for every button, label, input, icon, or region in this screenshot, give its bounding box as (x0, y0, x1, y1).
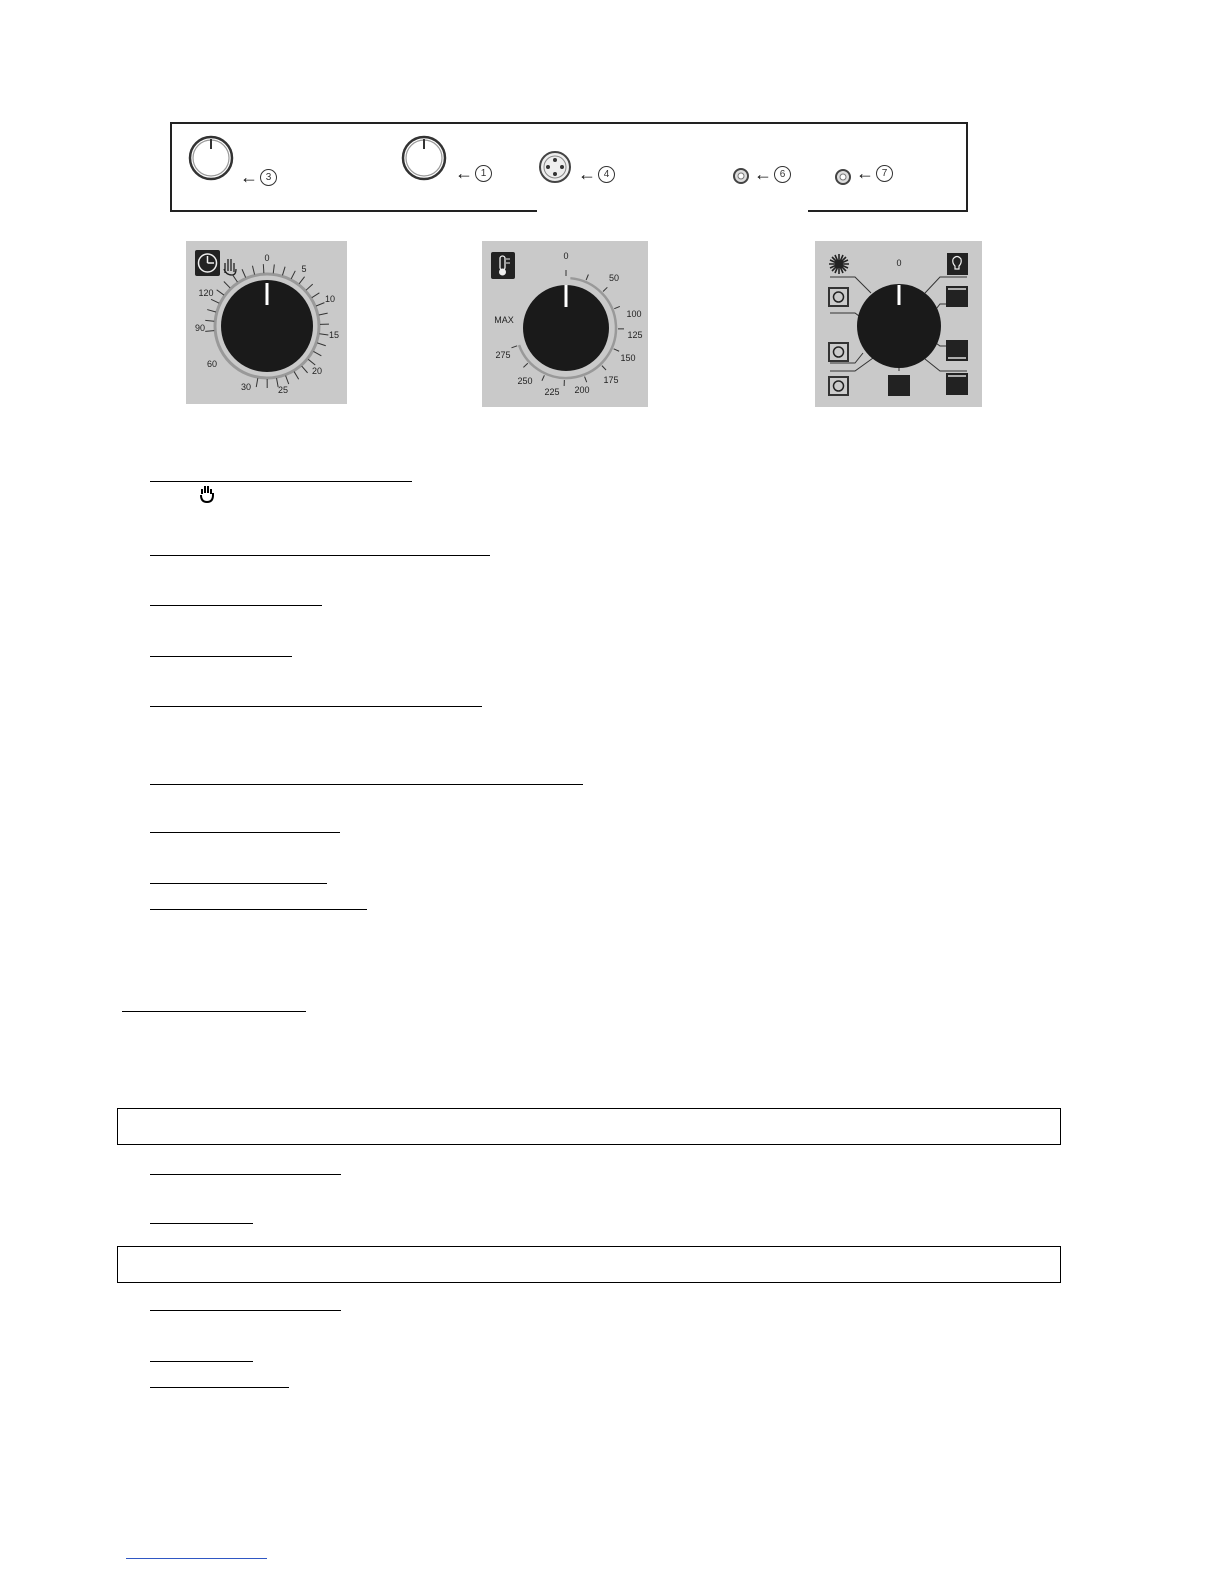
dial-tick (614, 306, 620, 308)
panel-strip-bottom-right (808, 210, 968, 212)
indicator-light-2 (833, 167, 853, 189)
hand-icon (199, 485, 215, 503)
function-label: 0 (896, 258, 902, 268)
timer-knob-outline (187, 134, 237, 184)
dial-tick (306, 284, 313, 290)
timer-label: 30 (240, 382, 252, 392)
arrow-left-icon: ← (856, 163, 874, 183)
text-placeholder-line (150, 1387, 289, 1388)
dial-tick (263, 264, 264, 273)
timer-dial-panel (186, 241, 347, 404)
temperature-dial-panel (482, 241, 648, 407)
panel-strip-bottom-left (170, 210, 537, 212)
dial-tick (586, 275, 588, 281)
temperature-label: 100 (626, 309, 642, 319)
timer-dial (186, 241, 347, 404)
callout-3 (240, 168, 277, 186)
dial-tick (603, 287, 607, 291)
dial-tick (282, 267, 285, 276)
text-placeholder-line (150, 1174, 341, 1175)
arrow-left-icon: ← (578, 164, 596, 184)
timer-label: 20 (311, 366, 323, 376)
dial-tick (286, 376, 289, 384)
boxed-section (117, 1108, 1061, 1145)
temperature-label: 225 (544, 387, 560, 397)
boxed-section (117, 1246, 1061, 1283)
callout-6 (754, 165, 791, 183)
timer-label: 90 (194, 323, 206, 333)
temperature-label: 250 (517, 376, 533, 386)
fan-icon (829, 254, 849, 274)
temperature-label: 50 (608, 273, 620, 283)
text-placeholder-line (150, 909, 367, 910)
callout-number: 7 (876, 165, 893, 182)
dial-tick (511, 346, 517, 348)
text-placeholder-line (150, 784, 583, 785)
dial-tick (585, 377, 587, 383)
temperature-label: MAX (494, 315, 514, 325)
dial-tick (299, 277, 304, 284)
timer-label: 15 (328, 330, 340, 340)
dial-tick (319, 334, 328, 335)
dial-tick (614, 349, 619, 351)
text-placeholder-line (122, 1011, 306, 1012)
text-placeholder-line (150, 1361, 253, 1362)
timer-label: 5 (301, 264, 307, 274)
function-dial (815, 241, 982, 407)
dial-tick (294, 372, 299, 380)
dial-tick (256, 378, 258, 387)
temperature-label: 200 (574, 385, 590, 395)
dial-tick (312, 293, 320, 298)
dial-tick (273, 264, 274, 273)
dial-tick (602, 366, 606, 370)
dial-tick (291, 271, 295, 279)
text-placeholder-line (150, 832, 340, 833)
temperature-dial (482, 241, 648, 407)
temperature-label: 175 (603, 375, 619, 385)
function-dial-panel (815, 241, 982, 407)
text-placeholder-line (150, 605, 322, 606)
dial-tick (316, 303, 324, 306)
text-placeholder-line (150, 481, 412, 482)
dial-tick (319, 313, 328, 315)
callout-1 (455, 164, 492, 182)
dial-tick (542, 375, 544, 380)
callout-number: 3 (260, 169, 277, 186)
timer-label: 60 (206, 359, 218, 369)
arrow-left-icon: ← (240, 167, 258, 187)
footer-link[interactable] (126, 1558, 267, 1559)
dial-tick (317, 343, 326, 346)
text-placeholder-line (150, 656, 292, 657)
dial-tick (224, 281, 230, 287)
temperature-knob-outline (400, 134, 450, 184)
timer-label: 10 (324, 294, 336, 304)
dial-tick (302, 366, 308, 373)
callout-number: 4 (598, 166, 615, 183)
timer-label: 25 (277, 385, 289, 395)
bottom-heat-icon (888, 375, 910, 396)
dial-tick (207, 310, 216, 312)
temperature-label: 125 (627, 330, 643, 340)
timer-label: 120 (198, 288, 214, 298)
dial-tick (313, 351, 321, 355)
dial-tick (252, 266, 254, 275)
text-placeholder-line (150, 1223, 253, 1224)
temperature-label: 275 (495, 350, 511, 360)
dial-tick (523, 363, 527, 367)
dial-tick (232, 275, 237, 282)
timer-label: 0 (264, 253, 270, 263)
text-placeholder-line (150, 883, 327, 884)
dial-tick (308, 359, 315, 365)
dial-tick (205, 320, 214, 321)
temperature-label: 150 (620, 353, 636, 363)
arrow-left-icon: ← (754, 164, 772, 184)
text-placeholder-line (150, 555, 490, 556)
indicator-light-1 (731, 166, 751, 186)
hand-icon (224, 259, 236, 275)
dial-tick (205, 331, 214, 332)
callout-number: 6 (774, 166, 791, 183)
function-selector-outline (538, 150, 574, 186)
callout-4 (578, 165, 615, 183)
dial-tick (211, 299, 219, 303)
callout-7 (856, 164, 893, 182)
arrow-left-icon: ← (455, 163, 473, 183)
text-placeholder-line (150, 1310, 341, 1311)
dial-tick (217, 290, 224, 295)
temperature-label: 0 (563, 251, 569, 261)
callout-number: 1 (475, 165, 492, 182)
dial-tick (242, 269, 246, 277)
text-placeholder-line (150, 706, 482, 707)
